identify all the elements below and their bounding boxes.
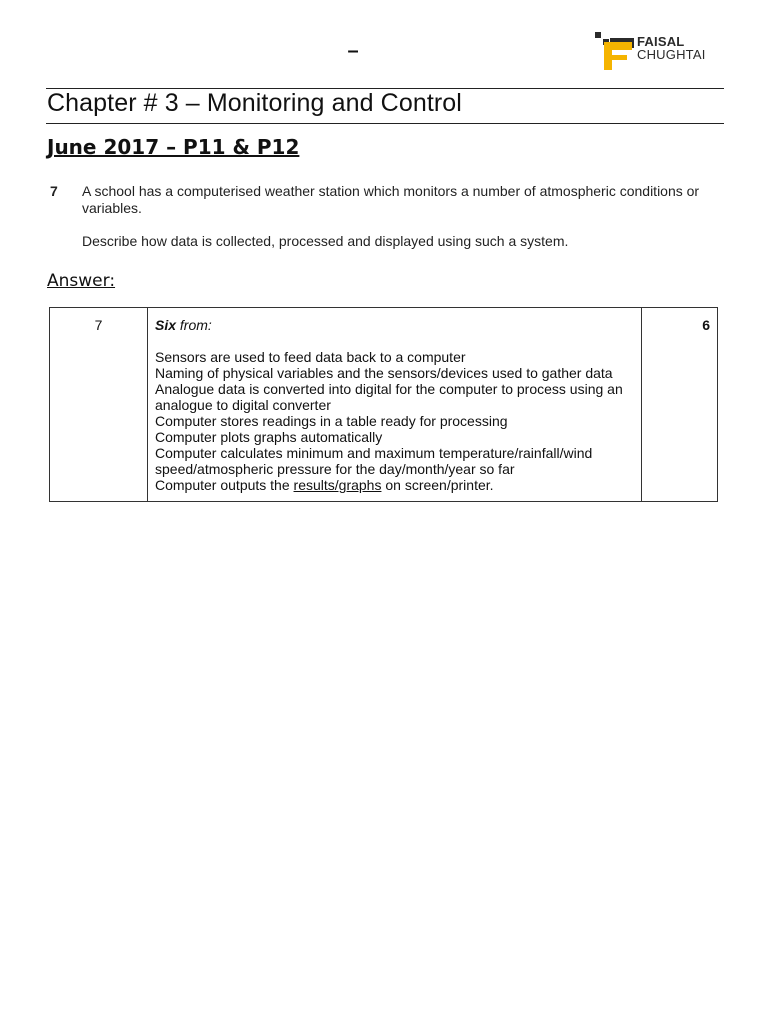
answer-point-last-after: on screen/printer. <box>381 477 494 493</box>
answer-point-last <box>155 477 633 493</box>
brand-logo <box>594 28 724 74</box>
chapter-title: Chapter # 3 – Monitoring and Control <box>47 89 462 117</box>
answer-table <box>49 307 718 502</box>
answer-point: Computer plots graphs automatically <box>155 429 383 445</box>
answer-point: Computer stores readings in a table ready for processing <box>155 413 508 429</box>
answer-label: Answer: <box>47 271 116 291</box>
answer-row <box>50 308 718 502</box>
answer-lead-rest: from: <box>176 317 212 333</box>
answer-point-last-underlined: results/graphs <box>293 477 382 493</box>
question-number: 7 <box>50 183 58 199</box>
header-dash: – <box>347 40 359 62</box>
logo-line-1: FAISAL <box>637 34 685 49</box>
answer-point: Sensors are used to feed data back to a computer <box>155 349 466 365</box>
logo-line-2: CHUGHTAI <box>637 47 706 62</box>
question-instruction: Describe how data is collected, processed and displayed using such a system. <box>82 233 569 249</box>
answer-point: Computer calculates minimum and maximum temperature/rainfall/wind speed/atmospheric pressure for the day/month/year so far <box>155 445 593 477</box>
question-text: A school has a computerised weather station which monitors a number of atmospheric conditions or variables. <box>82 183 700 216</box>
answer-body <box>148 308 642 502</box>
session-title: June 2017 – P11 & P12 <box>47 135 300 159</box>
answer-question-number: 7 <box>50 308 148 502</box>
answer-marks: 6 <box>642 308 718 502</box>
answer-point-last-before: Computer outputs the <box>155 477 294 493</box>
chapter-rule-bottom <box>46 123 724 124</box>
answer-point: Analogue data is converted into digital for the computer to process using an analogue to digital converter <box>155 381 623 413</box>
answer-lead-bold: Six <box>155 317 177 333</box>
answer-point: Naming of physical variables and the sensors/devices used to gather data <box>155 365 613 381</box>
brand-logo-icon <box>594 28 638 72</box>
answer-lead <box>155 317 633 333</box>
